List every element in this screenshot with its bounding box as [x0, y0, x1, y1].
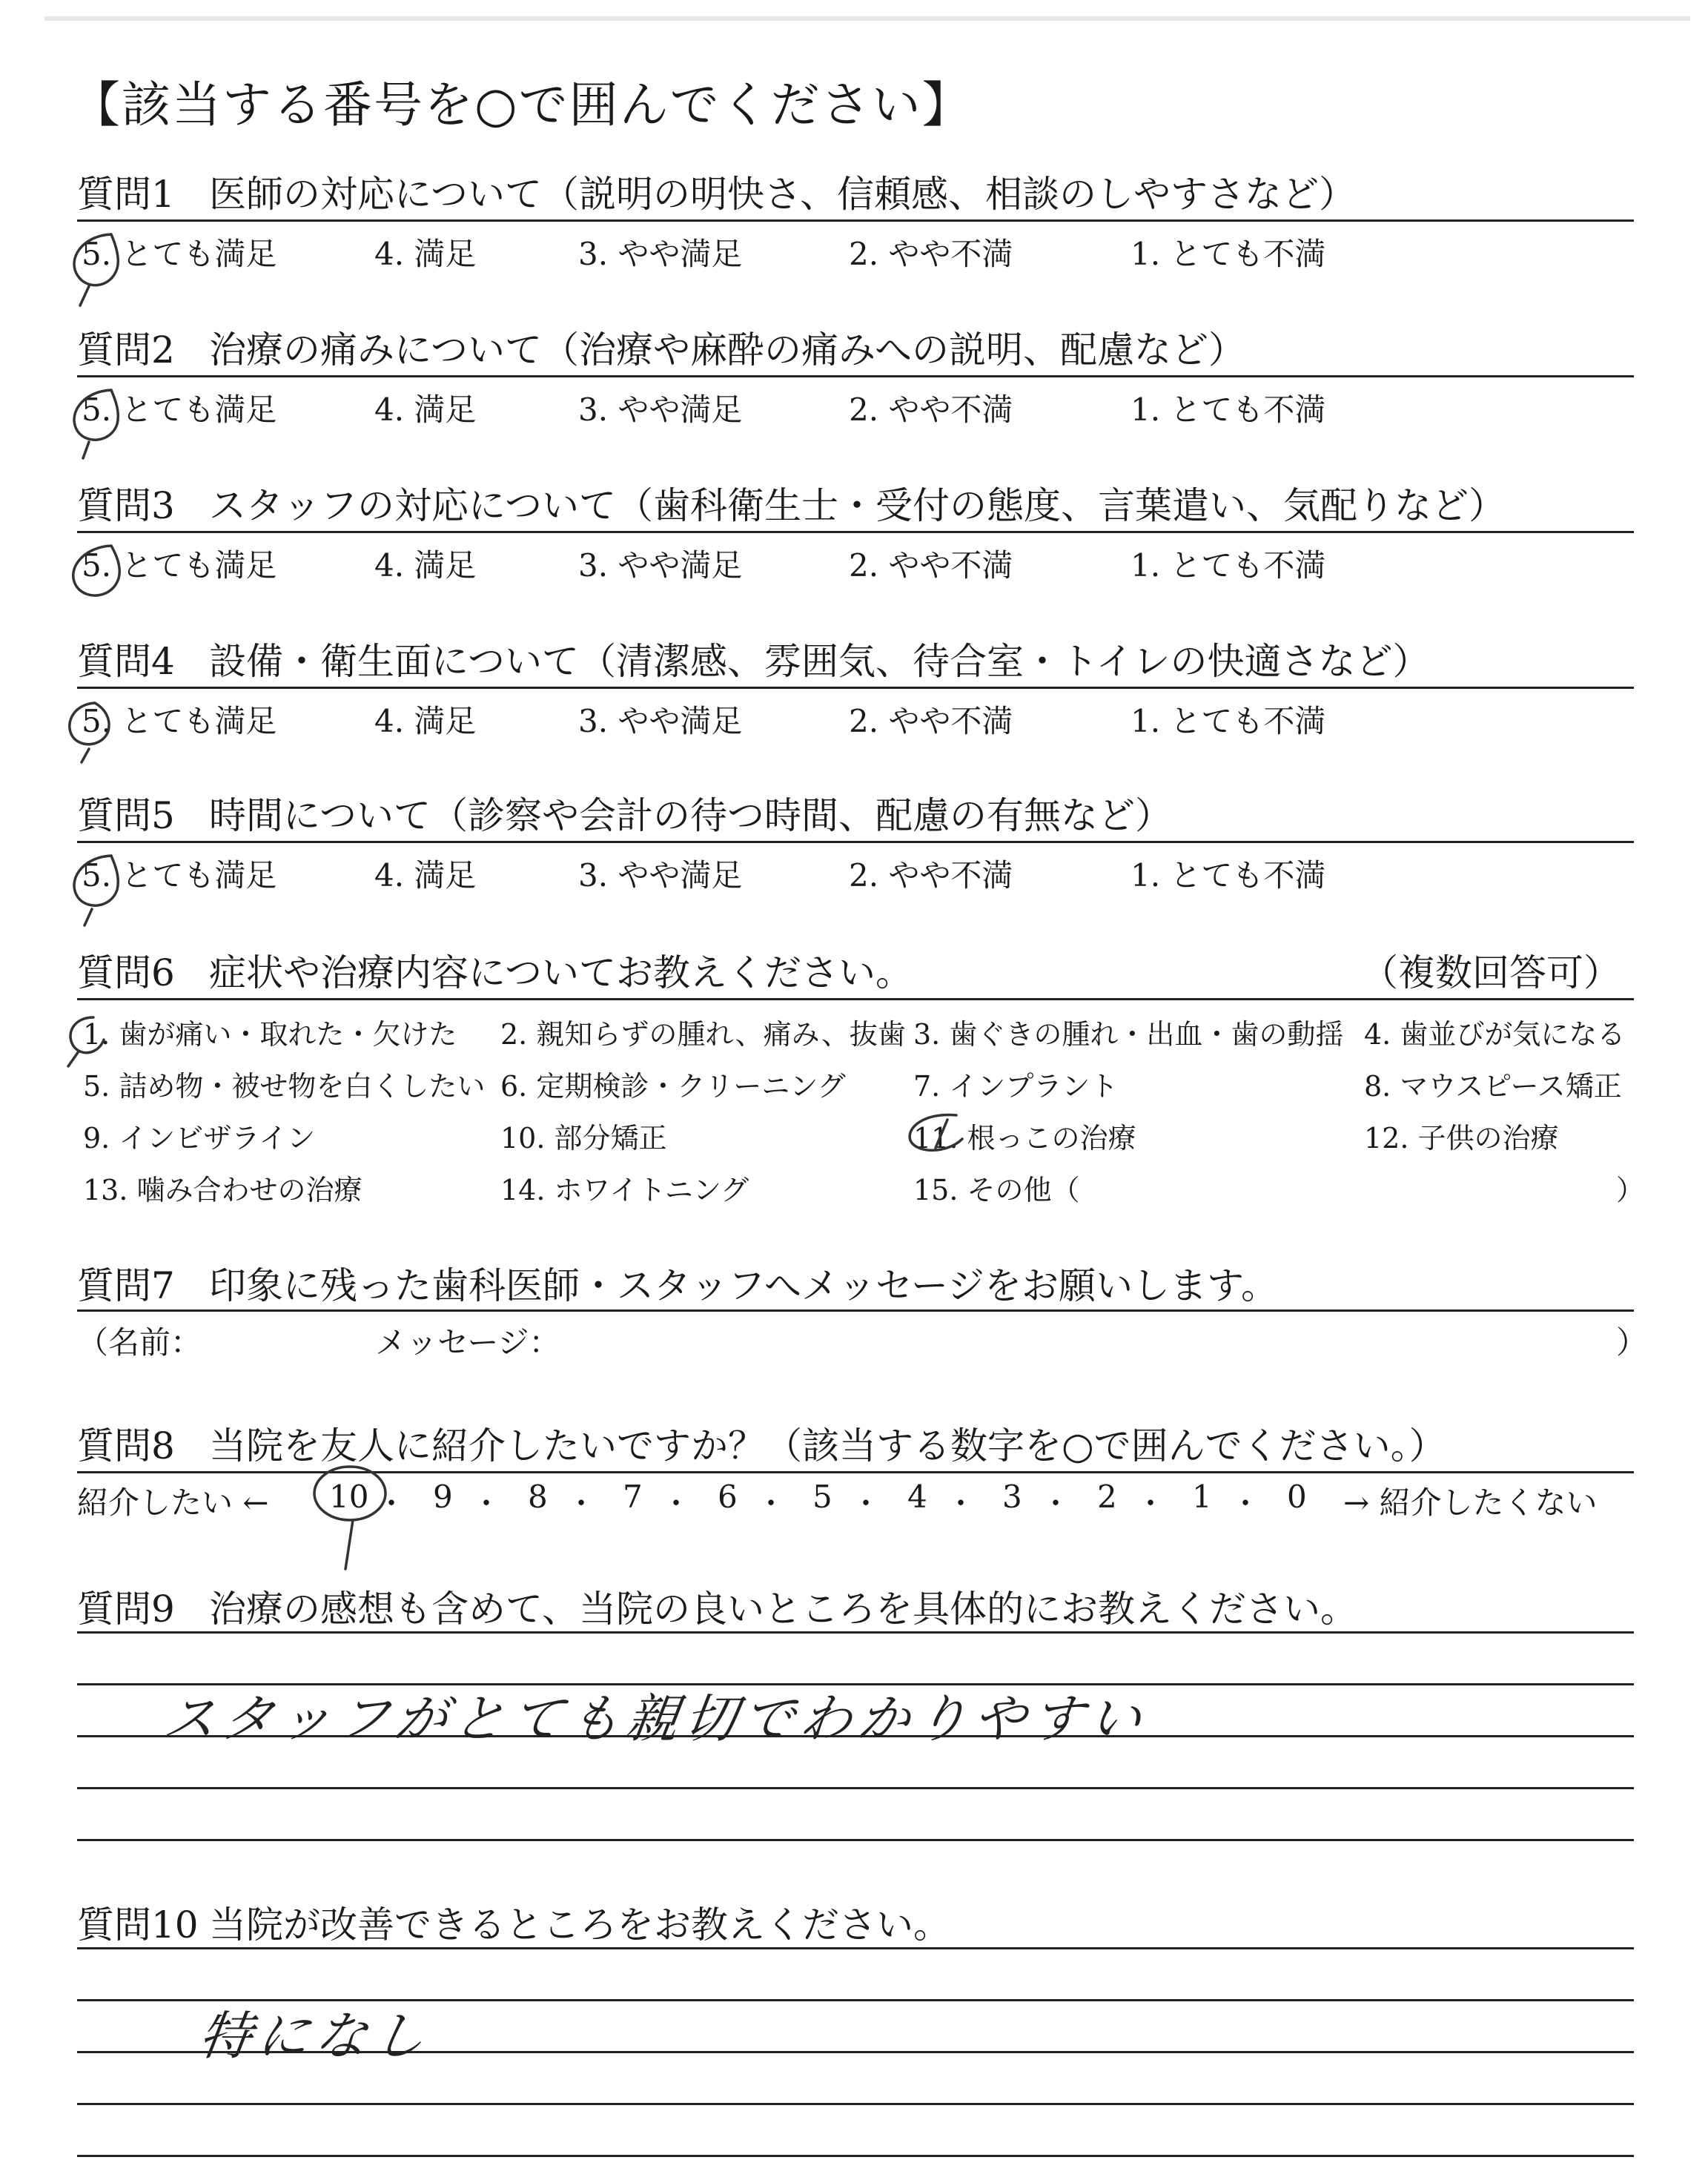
q8-scale-separator: ・: [566, 1487, 596, 1521]
q1-option-4[interactable]: 4. 満足: [374, 236, 477, 272]
q1-circle-mark: [74, 234, 118, 305]
q8-scale-separator: ・: [1041, 1487, 1070, 1521]
q8-scale-separator: ・: [377, 1487, 406, 1521]
q6-label: 質問6: [77, 951, 175, 994]
q4-option-5[interactable]: 5. とても満足: [82, 703, 277, 739]
q8-scale-0[interactable]: 0: [1287, 1479, 1307, 1515]
q6-option-5[interactable]: 5. 詰め物・被せ物を白くしたい: [83, 1070, 486, 1103]
q2-circle-mark: [74, 390, 118, 458]
q6-text: 症状や治療内容についてお教えください。: [209, 951, 913, 994]
q2-option-3[interactable]: 3. やや満足: [578, 392, 743, 428]
q6-option-14[interactable]: 14. ホワイトニング: [500, 1174, 749, 1206]
q10-answer[interactable]: 特になし: [195, 2006, 435, 2067]
q1-label: 質問1: [77, 173, 175, 216]
q2-text: 治療の痛みについて（治療や麻酔の痛みへの説明、配慮など）: [209, 328, 1245, 371]
q6-option-11[interactable]: 11. 根っこの治療: [913, 1122, 1136, 1155]
q5-option-5[interactable]: 5. とても満足: [82, 857, 277, 894]
q3-option-3[interactable]: 3. やや満足: [578, 547, 743, 584]
q3-option-1[interactable]: 1. とても不満: [1131, 547, 1326, 584]
q4-option-3[interactable]: 3. やや満足: [578, 703, 743, 739]
q9-text: 治療の感想も含めて、当院の良いところを具体的にお教えください。: [209, 1588, 1357, 1631]
q6-option-13[interactable]: 13. 噛み合わせの治療: [83, 1174, 363, 1206]
q5-circle-mark: [74, 856, 118, 925]
q8-left-label: 紹介したい ←: [77, 1484, 269, 1521]
q4-text: 設備・衛生面について（清潔感、雰囲気、待合室・トイレの快適さなど）: [209, 640, 1430, 683]
q7-message-label: メッセージ：: [375, 1324, 560, 1361]
q8-scale-separator: ・: [1136, 1487, 1165, 1521]
q8-scale-1[interactable]: 1: [1192, 1479, 1212, 1515]
q8-scale-separator: ・: [661, 1487, 691, 1521]
q1-option-1[interactable]: 1. とても不満: [1131, 236, 1326, 272]
q3-text: スタッフの対応について（歯科衛生士・受付の態度、言葉遣い、気配りなど）: [209, 484, 1506, 527]
q3-circle-mark: [73, 546, 120, 595]
q4-option-4[interactable]: 4. 満足: [374, 703, 477, 739]
q10-text: 当院が改善できるところをお教えください。: [209, 1903, 950, 1946]
q6-option-6[interactable]: 6. 定期検診・クリーニング: [500, 1070, 846, 1103]
q4-circle-mark: [70, 703, 109, 762]
q8-scale-10[interactable]: 10: [329, 1479, 369, 1515]
q2-label: 質問2: [77, 328, 175, 371]
q6-option-9[interactable]: 9. インビザライン: [83, 1122, 316, 1155]
q7-text: 印象に残った歯科医師・スタッフへメッセージをお願いします。: [209, 1264, 1278, 1307]
q8-scale-2[interactable]: 2: [1097, 1479, 1117, 1515]
q6-option11-circle-mark: [910, 1114, 962, 1150]
q7-name-label: （名前：: [77, 1324, 202, 1361]
q6-option-2[interactable]: 2. 親知らずの腫れ、痛み、抜歯: [500, 1018, 906, 1051]
q2-option-5[interactable]: 5. とても満足: [82, 392, 277, 428]
q8-scale-separator: ・: [471, 1487, 501, 1521]
q3-option-2[interactable]: 2. やや不満: [849, 547, 1013, 584]
q1-option-2[interactable]: 2. やや不満: [849, 236, 1013, 272]
q8-scale-separator: ・: [946, 1487, 976, 1521]
q5-text: 時間について（診察や会計の待つ時間、配慮の有無など）: [209, 794, 1172, 837]
q9-answer[interactable]: スタッフがとても親切でわかりやすい: [159, 1688, 1151, 1749]
q5-option-4[interactable]: 4. 満足: [374, 857, 477, 894]
page-title: 【該当する番号を○で囲んでください】: [71, 76, 973, 133]
q8-right-label: → 紹介したくない: [1343, 1484, 1598, 1521]
q1-option-5[interactable]: 5. とても満足: [82, 236, 277, 272]
q8-scale-8[interactable]: 8: [528, 1479, 548, 1515]
q5-option-1[interactable]: 1. とても不満: [1131, 857, 1326, 894]
q6-circle-mark: [68, 1017, 104, 1066]
q6-option-15[interactable]: 15. その他（: [913, 1174, 1080, 1206]
q1-text: 医師の対応について（説明の明快さ、信頼感、相談のしやすさなど）: [209, 173, 1356, 216]
q5-label: 質問5: [77, 794, 175, 837]
q8-scale-5[interactable]: 5: [812, 1479, 833, 1515]
q2-option-1[interactable]: 1. とても不満: [1131, 392, 1326, 428]
q6-option-4[interactable]: 4. 歯並びが気になる: [1364, 1018, 1626, 1051]
q5-option-3[interactable]: 3. やや満足: [578, 857, 743, 894]
q6-option-8[interactable]: 8. マウスピース矯正: [1364, 1070, 1622, 1103]
q6-option-3[interactable]: 3. 歯ぐきの腫れ・出血・歯の動揺: [913, 1018, 1344, 1051]
q6-option-10[interactable]: 10. 部分矯正: [500, 1122, 667, 1155]
q5-option-2[interactable]: 2. やや不満: [849, 857, 1013, 894]
q8-scale-4[interactable]: 4: [907, 1479, 927, 1515]
q8-scale-7[interactable]: 7: [623, 1479, 643, 1515]
q2-option-2[interactable]: 2. やや不満: [849, 392, 1013, 428]
q7-label: 質問7: [77, 1264, 175, 1307]
q8-scale-separator: ・: [851, 1487, 881, 1521]
q4-option-1[interactable]: 1. とても不満: [1131, 703, 1326, 739]
q6-option-12[interactable]: 12. 子供の治療: [1364, 1122, 1559, 1155]
q6-close-paren: ）: [1616, 1174, 1645, 1206]
q7-close-paren: ）: [1616, 1324, 1648, 1361]
q3-label: 質問3: [77, 484, 175, 527]
q10-label: 質問10: [77, 1903, 199, 1946]
q8-scale-separator: ・: [1231, 1487, 1260, 1521]
q4-label: 質問4: [77, 640, 175, 683]
q9-label: 質問9: [77, 1588, 175, 1631]
q8-scale-separator: ・: [756, 1487, 786, 1521]
q6-note: （複数回答可）: [1361, 951, 1621, 994]
q8-scale-9[interactable]: 9: [433, 1479, 453, 1515]
q2-option-4[interactable]: 4. 満足: [374, 392, 477, 428]
q1-option-3[interactable]: 3. やや満足: [578, 236, 743, 272]
q8-scale-6[interactable]: 6: [718, 1479, 738, 1515]
q3-option-4[interactable]: 4. 満足: [374, 547, 477, 584]
q6-option-7[interactable]: 7. インプラント: [913, 1070, 1119, 1103]
q6-option-1[interactable]: 1. 歯が痛い・取れた・欠けた: [83, 1018, 457, 1051]
q3-option-5[interactable]: 5. とても満足: [82, 547, 277, 584]
q8-circle-mark: [314, 1467, 385, 1520]
q8-scale-3[interactable]: 3: [1002, 1479, 1022, 1515]
q8-text: 当院を友人に紹介したいですか？（該当する数字を○で囲んでください。）: [209, 1424, 1446, 1467]
q8-label: 質問8: [77, 1424, 175, 1467]
q4-option-2[interactable]: 2. やや不満: [849, 703, 1013, 739]
